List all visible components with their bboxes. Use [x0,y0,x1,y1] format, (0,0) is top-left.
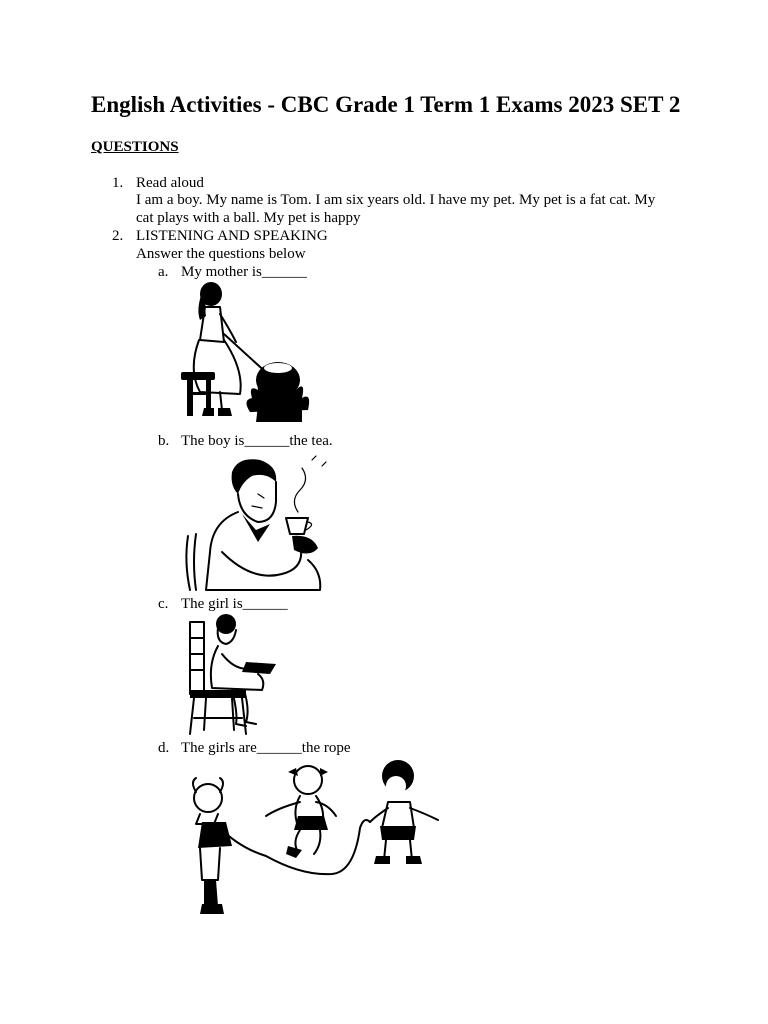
item-letter: b. [158,433,170,449]
item-text: The boy is______the tea. [181,433,333,449]
item-letter: a. [158,264,169,280]
item-text: My mother is______ [181,264,307,280]
item-letter: d. [158,740,170,756]
boy-drinking-tea-illustration [182,452,332,594]
question-number: 2. [112,228,124,244]
question-heading: LISTENING AND SPEAKING [136,228,328,244]
question-number: 1. [112,175,124,191]
question-instruction: Answer the questions below [136,246,306,262]
passage-line: I am a boy. My name is Tom. I am six years old. I have my pet. My pet is a fat cat. My [136,192,656,208]
question-heading: Read aloud [136,175,204,191]
girl-reading-illustration [186,614,280,736]
item-text: The girls are______the rope [181,740,351,756]
item-letter: c. [158,596,169,612]
section-heading: QUESTIONS [91,139,179,155]
woman-cooking-illustration [178,280,330,430]
document-title: English Activities - CBC Grade 1 Term 1 Exams 2023 SET 2 [91,92,681,117]
item-text: The girl is______ [181,596,288,612]
passage-line: cat plays with a ball. My pet is happy [136,210,361,226]
children-skipping-rope-illustration [182,756,442,918]
